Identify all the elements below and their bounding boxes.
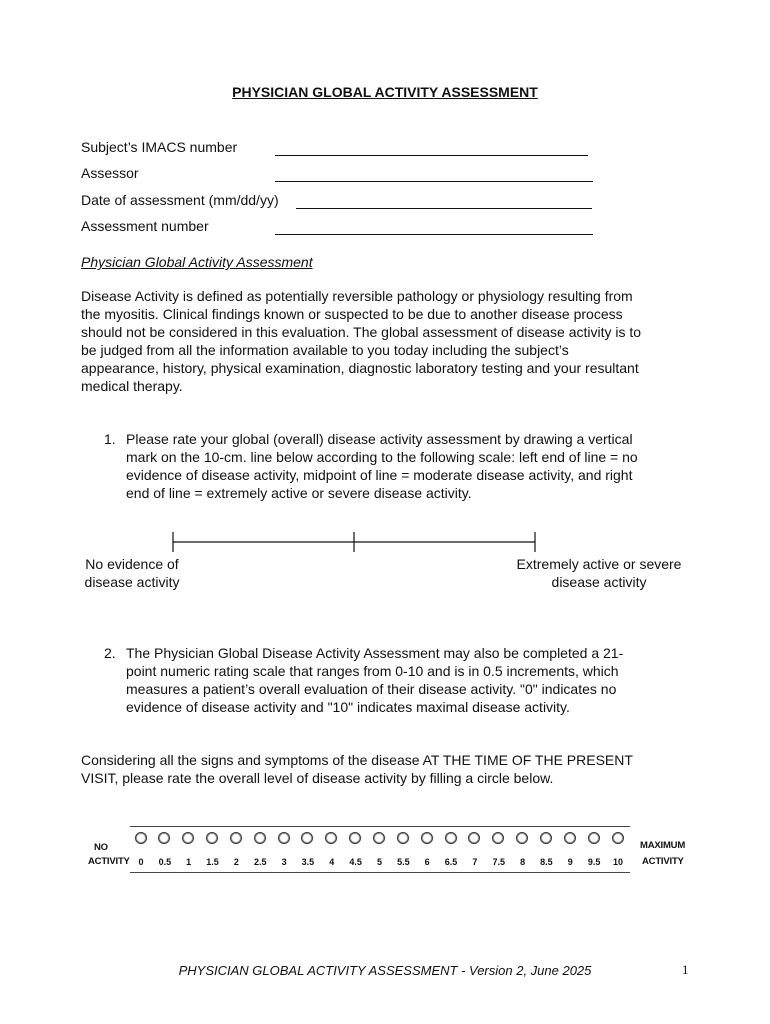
rating-value-label: 9 (567, 857, 573, 867)
rating-circle[interactable] (278, 832, 290, 844)
rating-value-label: 10 (612, 857, 623, 867)
rating-circle[interactable] (516, 832, 528, 844)
rating-value-label: 1 (186, 857, 192, 867)
rating-circle[interactable] (421, 832, 433, 844)
rating-circle[interactable] (301, 832, 313, 844)
rating-value-label: 3.5 (301, 857, 315, 867)
rating-circle[interactable] (230, 832, 242, 844)
scale-right-label-1: MAXIMUM (640, 840, 686, 851)
intro-paragraph (81, 287, 691, 395)
vas-right-label-line: disease activity (551, 574, 647, 590)
item-1-line: end of line = extremely active or severe disease activity. (126, 485, 472, 501)
rating-value-label: 4.5 (349, 857, 362, 867)
item-2-line: measures a patient’s overall evaluation of their disease activity. "0" indicates no (126, 681, 617, 697)
visual-analog-scale[interactable] (160, 528, 550, 558)
item-1-line: Please rate your global (overall) disease activity assessment by drawing a vertical (126, 431, 633, 447)
rating-value-label: 2 (233, 857, 239, 867)
rating-value-label: 0.5 (158, 857, 172, 867)
rating-value-label: 2.5 (253, 857, 267, 867)
rating-circle[interactable] (492, 832, 504, 844)
intro-line: Disease Activity is defined as potentially reversible pathology or physiology resulting from (81, 288, 633, 304)
rating-value-label: 4 (329, 857, 335, 867)
rating-circle[interactable] (135, 832, 147, 844)
assessment-number-field[interactable] (275, 234, 593, 235)
intro-line: should not be considered in this evaluation. The global assessment of disease activity is to (81, 324, 642, 340)
assessment-number-label: Assessment number (81, 218, 209, 234)
section-heading: Physician Global Activity Assessment (81, 254, 313, 270)
scale-left-label-2: ACTIVITY (88, 856, 130, 867)
instruction-line: VISIT, please rate the overall level of disease activity by filling a circle below. (81, 770, 554, 786)
intro-line: be judged from all the information available to you today including the subject’s (81, 342, 569, 358)
assessor-field[interactable] (275, 181, 593, 182)
rating-value-label: 6 (424, 857, 430, 867)
rating-circle[interactable] (468, 832, 480, 844)
item-2-number: 2. (104, 645, 116, 661)
rating-circle[interactable] (397, 832, 409, 844)
item-1-line: mark on the 10-cm. line below according to the following scale: left end of line = no (126, 449, 638, 465)
rating-circle[interactable] (588, 832, 600, 844)
rating-value-label: 5.5 (397, 857, 410, 867)
footer: PHYSICIAN GLOBAL ACTIVITY ASSESSMENT - Version 2, June 2025 (178, 963, 592, 978)
date-of-assessment-field[interactable] (296, 208, 592, 209)
page-title: PHYSICIAN GLOBAL ACTIVITY ASSESSMENT (232, 84, 538, 100)
instruction-line: Considering all the signs and symptoms of the disease AT THE TIME OF THE PRESENT (81, 752, 633, 768)
rating-circle[interactable] (540, 832, 552, 844)
rating-circle[interactable] (182, 832, 194, 844)
rating-value-label: 8.5 (540, 857, 553, 867)
item-1-text (126, 430, 686, 502)
rating-circle[interactable] (612, 832, 624, 844)
rating-value-label: 9.5 (587, 857, 601, 867)
item-2-line: evidence of disease activity and "10" indicates maximal disease activity. (126, 699, 570, 715)
vas-right-label-line: Extremely active or severe (516, 556, 682, 572)
item-1-number: 1. (104, 431, 116, 447)
rating-circle[interactable] (564, 832, 576, 844)
rating-circle[interactable] (445, 832, 457, 844)
rating-value-label: 7.5 (492, 857, 505, 867)
rating-circle[interactable] (254, 832, 266, 844)
rating-value-label: 7 (472, 857, 478, 867)
item-2-line: point numeric rating scale that ranges from 0-10 and is in 0.5 increments, which (126, 663, 619, 679)
rating-value-label: 3 (281, 857, 287, 867)
intro-line: the myositis. Clinical findings known or suspected to be due to another disease process (81, 306, 623, 322)
vas-right-label (505, 555, 693, 591)
assessor-label: Assessor (81, 165, 139, 181)
rating-circle[interactable] (349, 832, 361, 844)
date-of-assessment-label: Date of assessment (mm/dd/yy) (81, 192, 279, 208)
item-1-line: evidence of disease activity, midpoint of line = moderate disease activity, and right (126, 467, 633, 483)
vas-left-label (72, 555, 192, 591)
rating-circle[interactable] (325, 832, 337, 844)
instructions (81, 751, 691, 787)
imacs-number-label: Subject’s IMACS number (81, 139, 238, 155)
intro-line: medical therapy. (81, 378, 183, 394)
page-number: 1 (682, 962, 689, 977)
scale-bottom-rule (130, 872, 630, 873)
item-2-line: The Physician Global Disease Activity Assessment may also be completed a 21- (126, 645, 624, 661)
rating-value-label: 1.5 (206, 857, 219, 867)
rating-value-label: 8 (520, 857, 526, 867)
vas-left-label-line: No evidence of (85, 556, 179, 572)
imacs-number-field[interactable] (275, 155, 588, 156)
scale-right-label-2: ACTIVITY (642, 856, 684, 867)
item-2-text (126, 644, 686, 716)
rating-circle[interactable] (206, 832, 218, 844)
rating-circle[interactable] (373, 832, 385, 844)
scale-top-rule (130, 826, 630, 827)
rating-value-label: 5 (376, 857, 382, 867)
rating-circle[interactable] (158, 832, 170, 844)
scale-left-label-1: NO (94, 842, 108, 853)
rating-value-label: 0 (138, 857, 144, 867)
vas-left-label-line: disease activity (84, 574, 180, 590)
rating-value-label: 6.5 (444, 857, 458, 867)
intro-line: appearance, history, physical examination, diagnostic laboratory testing and your resultant (81, 360, 639, 376)
